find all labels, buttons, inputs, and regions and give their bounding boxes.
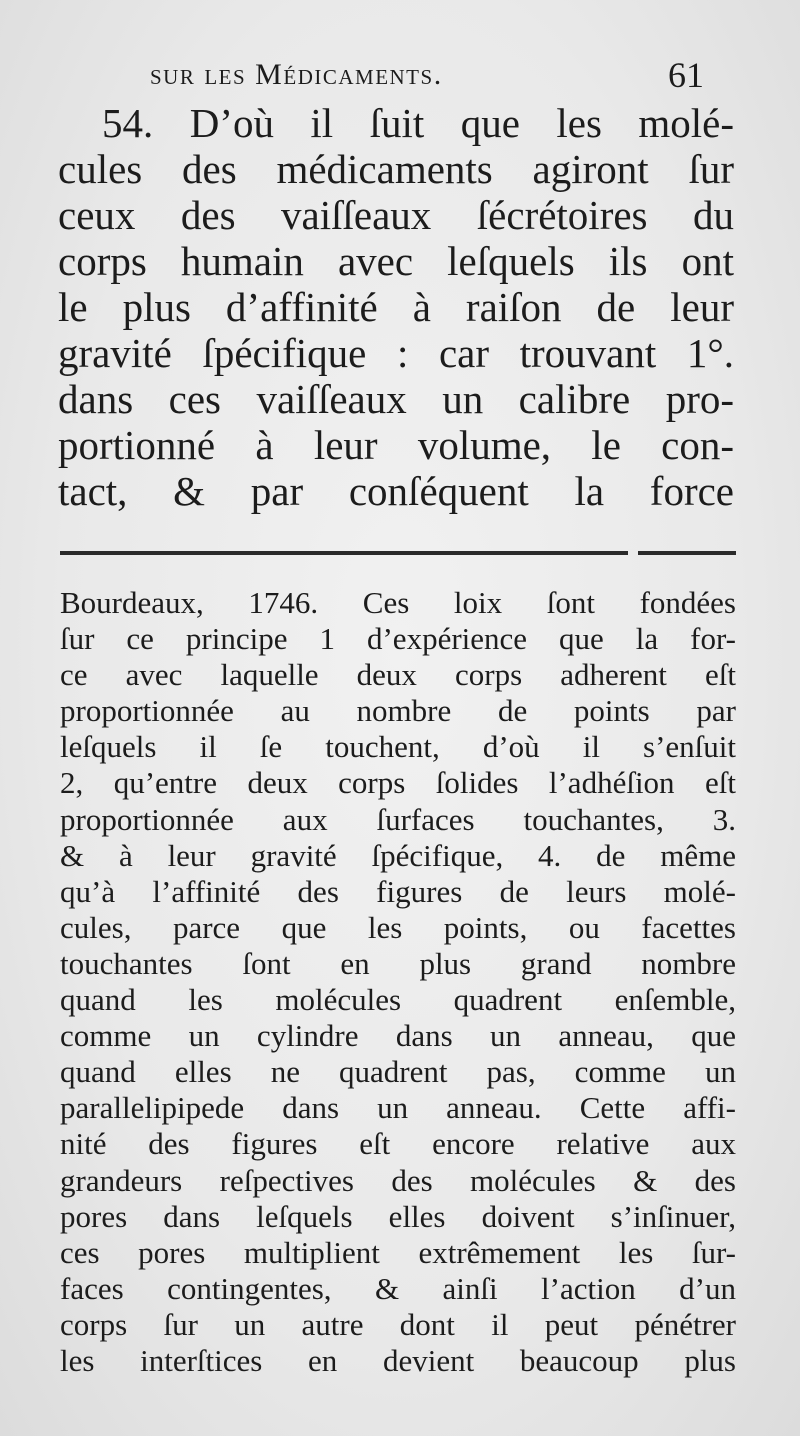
main-text xyxy=(58,100,734,514)
footnote-line: 2, qu’entre deux corps ſolides l’adhéſion eſt xyxy=(60,765,736,801)
footnote-line: nité des figures eſt encore relative aux xyxy=(60,1126,736,1162)
footnote-line: touchantes ſont en plus grand nombre xyxy=(60,945,736,981)
footnote-line: quand elles ne quadrent pas, comme un xyxy=(60,1054,736,1090)
text-line: ceux des vaiſſeaux ſécrétoires du xyxy=(58,192,734,238)
text-line: 54. D’où il ſuit que les molé- xyxy=(102,100,734,146)
footnote-line: Bourdeaux, 1746. Ces loix ſont fondées xyxy=(60,585,736,620)
footnote-line: comme un cylindre dans un anneau, que xyxy=(60,1018,736,1054)
text-line: portionné à leur volume, le con- xyxy=(58,422,734,468)
text-line: tact, & par conſéquent la force xyxy=(58,468,734,514)
text-line: le plus d’affinité à raiſon de leur xyxy=(58,284,734,330)
footnote-line: faces contingentes, & ainſi l’action d’un xyxy=(60,1270,736,1306)
footnote-line: ſur ce principe 1 d’expérience que la for- xyxy=(60,621,736,657)
footnote-line: parallelipipede dans un anneau. Cette affi- xyxy=(60,1090,736,1126)
footnote-line: quand les molécules quadrent enſemble, xyxy=(60,982,736,1018)
running-head: sur les Médicaments. xyxy=(150,58,443,91)
text-line: gravité ſpécifique : car trouvant 1°. xyxy=(58,330,734,376)
footnote-line: leſquels il ſe touchent, d’où il s’enſuit xyxy=(60,729,736,765)
page-number: 61 xyxy=(668,55,704,95)
footnote-text xyxy=(60,585,736,1379)
footnote-line: cules, parce que les points, ou facettes xyxy=(60,909,736,945)
footnote-line: pores dans leſquels elles doivent s’inſinuer, xyxy=(60,1198,736,1234)
footnote-line: grandeurs reſpectives des molécules & des xyxy=(60,1162,736,1198)
text-line: corps humain avec leſquels ils ont xyxy=(58,238,734,284)
footnote-line: corps ſur un autre dont il peut pénétrer xyxy=(60,1306,736,1342)
footnote-line: qu’à l’affinité des figures de leurs molé- xyxy=(60,873,736,909)
footnote-line: proportionnée au nombre de points par xyxy=(60,693,736,729)
page-header xyxy=(0,54,800,104)
rule-break xyxy=(628,549,638,557)
footnote-line: ce avec laquelle deux corps adherent eſt xyxy=(60,657,736,693)
footnote-line: proportionnée aux ſurfaces touchantes, 3. xyxy=(60,801,736,837)
text-line: cules des médicaments agiront ſur xyxy=(58,146,734,192)
footnote-line: ces pores multiplient extrêmement les ſur- xyxy=(60,1234,736,1270)
footnote-line: & à leur gravité ſpécifique, 4. de même xyxy=(60,837,736,873)
footnote-line: les interſtices en devient beaucoup plus xyxy=(60,1342,736,1378)
text-line: dans ces vaiſſeaux un calibre pro- xyxy=(58,376,734,422)
